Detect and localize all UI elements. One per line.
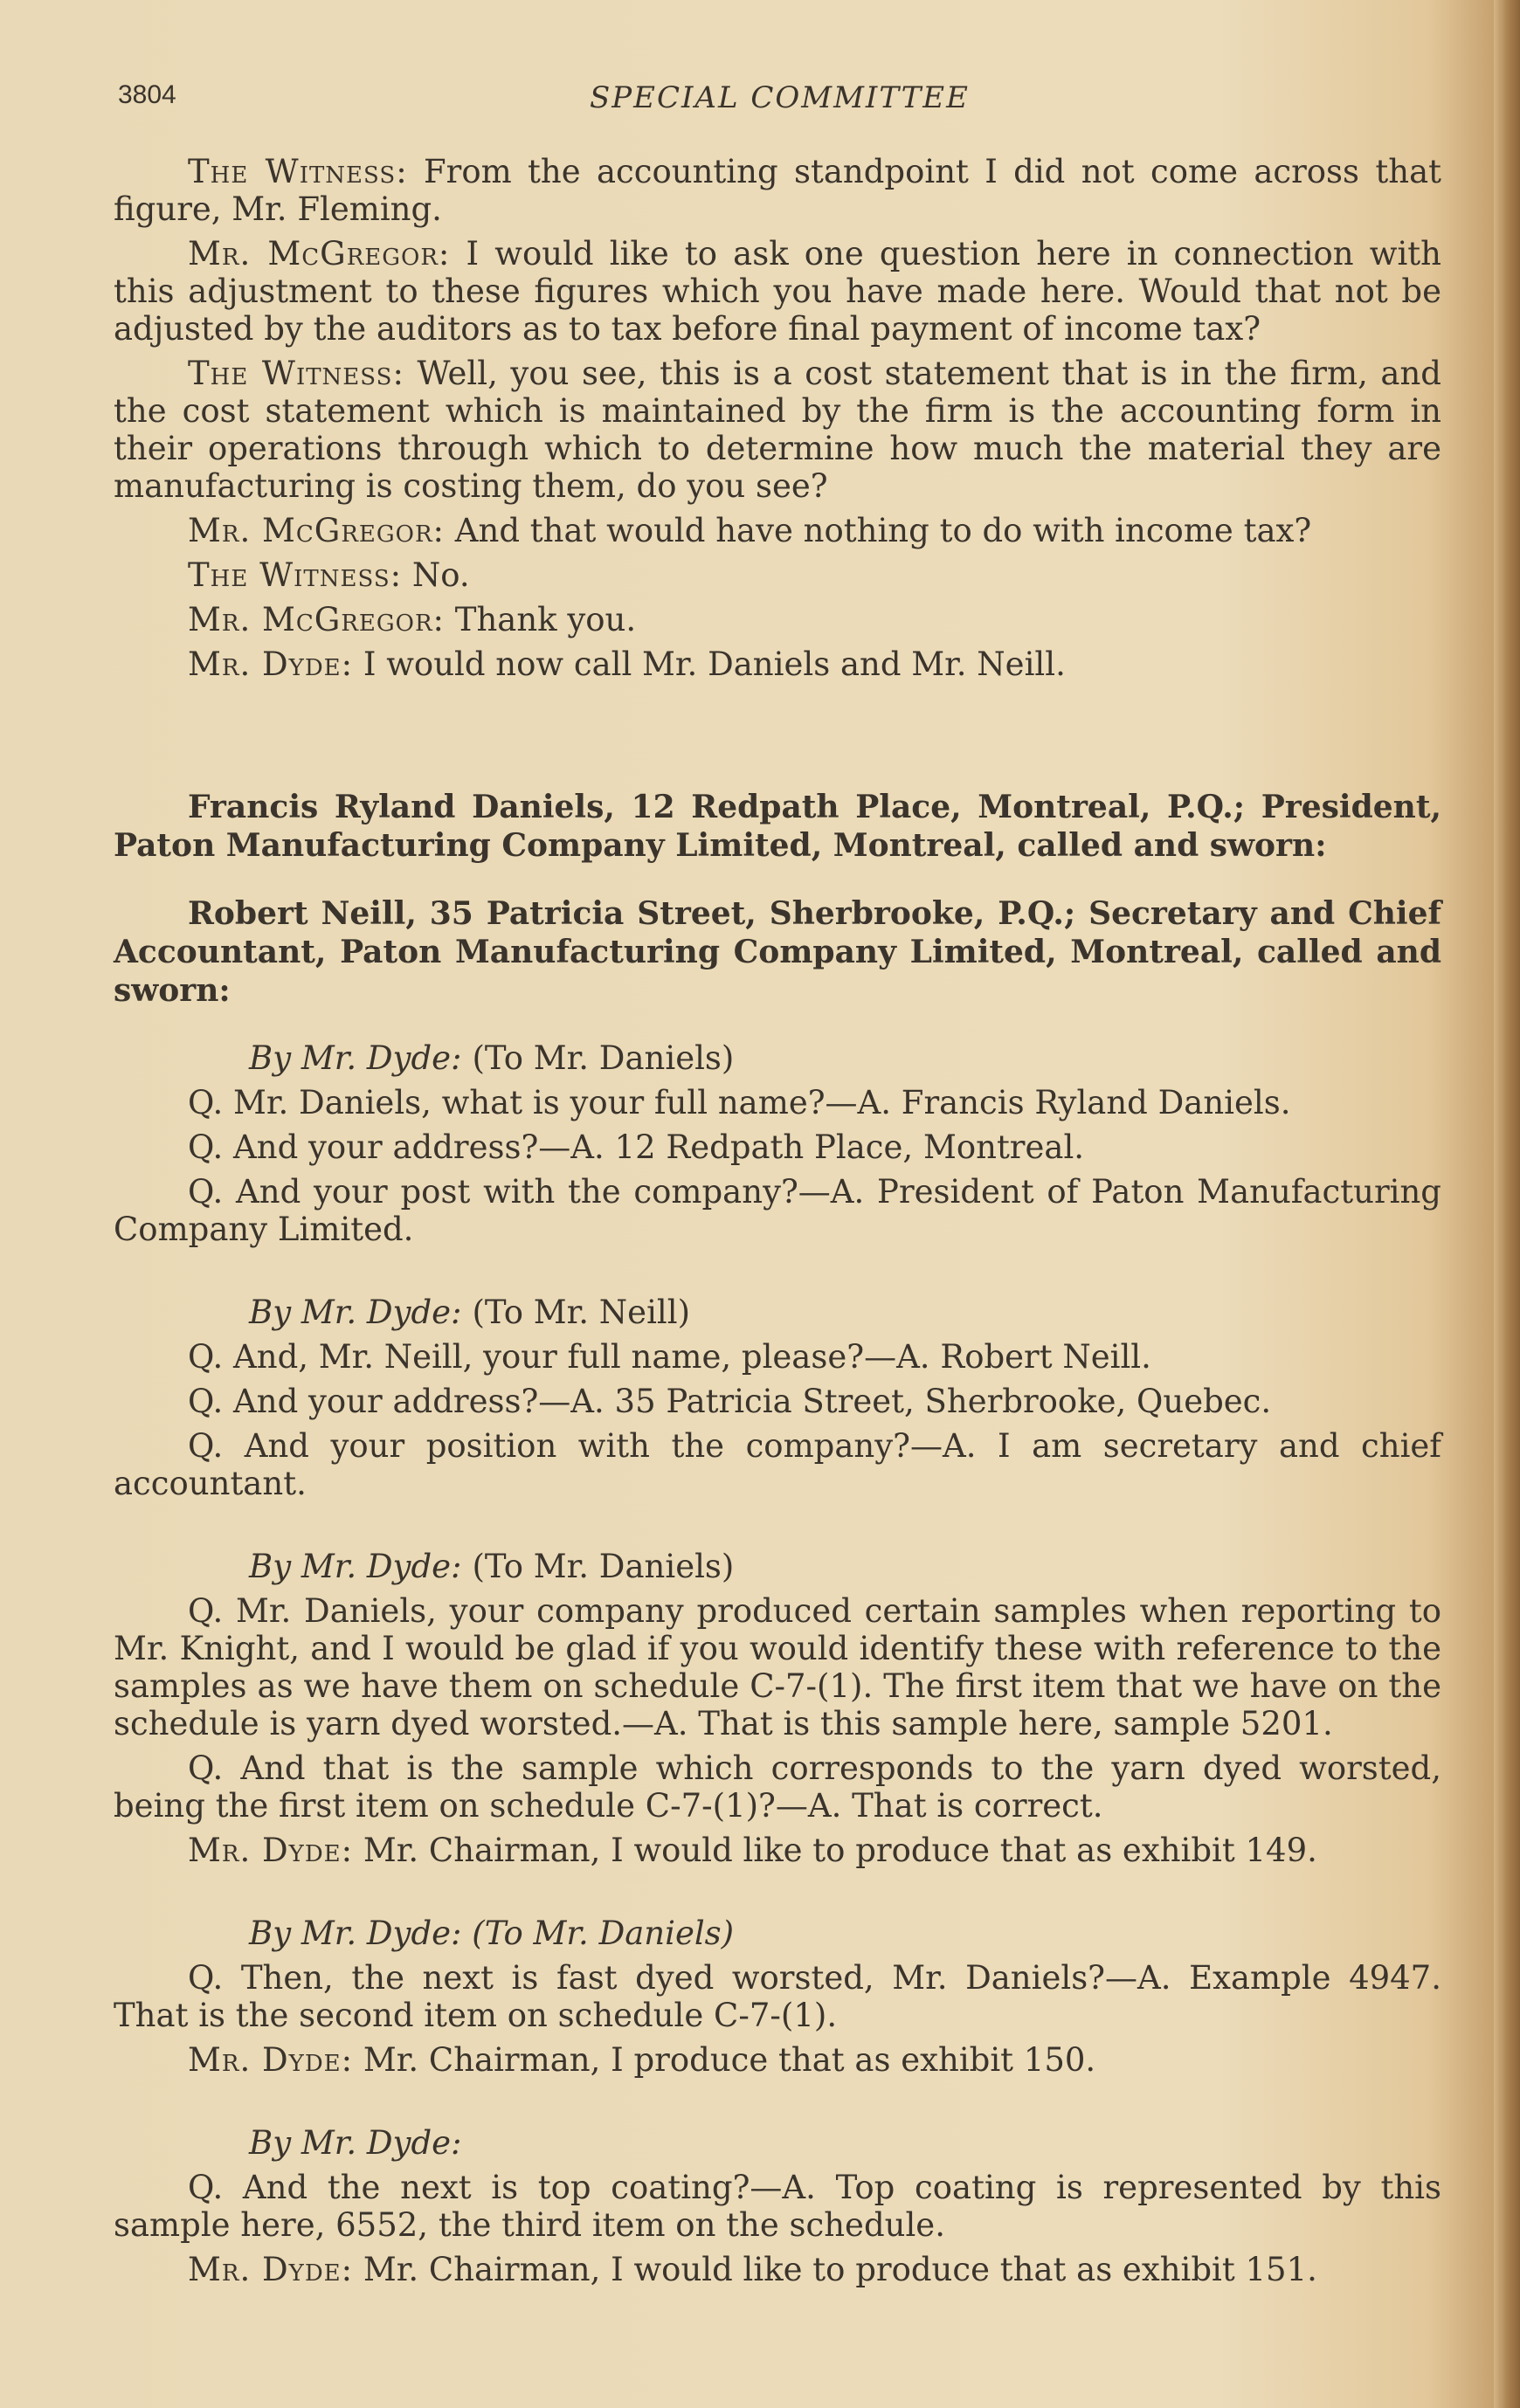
paragraph-text: Mr. Chairman, I produce that as exhibit 150.	[353, 2041, 1096, 2079]
speaker: Mr. McGregor:	[188, 235, 451, 273]
examiner: By Mr. Dyde:	[249, 1039, 462, 1077]
examiner: By Mr. Dyde: (To Mr. Daniels)	[249, 1915, 735, 1952]
question-answer: Q. And the next is top coating?—A. Top coating is represented by this sample here, 6552, the third item on the schedule.	[114, 2169, 1441, 2244]
question-answer: Q. And that is the sample which corresponds to the yarn dyed worsted, being the first item on schedule C-7-(1)?—A. That is correct.	[114, 1749, 1441, 1825]
addressee: (To Mr. Daniels)	[472, 1039, 735, 1077]
paragraph	[114, 1832, 1441, 1869]
speaker: Mr. Dyde:	[188, 2041, 354, 2079]
paragraph-text: I would like to ask one question here in connection with this adjustment to these figures which you have made here. Would that not be adjusted by the auditors as to tax before final payment of income tax?	[114, 235, 1441, 348]
question-answer: Q. Mr. Daniels, what is your full name?—A. Francis Ryland Daniels.	[188, 1084, 1291, 1121]
question-answer: Q. And your position with the company?—A. I am secretary and chief accountant.	[114, 1427, 1441, 1502]
examiner-line	[114, 1039, 1441, 1077]
addressee: (To Mr. Daniels)	[472, 1548, 735, 1585]
paragraph-text: I would now call Mr. Daniels and Mr. Neill.	[353, 645, 1066, 683]
examiner-line	[114, 1294, 1441, 1331]
examiner: By Mr. Dyde:	[249, 1548, 462, 1585]
witness-heading: Robert Neill, 35 Patricia Street, Sherbrooke, P.Q.; Secretary and Chief Accountant, Paton Manufacturing Company Limited, Montreal, called and sworn:	[114, 895, 1441, 1009]
speaker: Mr. Dyde:	[188, 2251, 354, 2288]
paragraph	[114, 645, 1441, 683]
paragraph	[114, 601, 1441, 638]
paragraph	[114, 355, 1441, 505]
examiner: By Mr. Dyde:	[249, 2124, 462, 2162]
examiner-line	[114, 1915, 1441, 1952]
question-answer: Q. Then, the next is fast dyed worsted, Mr. Daniels?—A. Example 4947. That is the second item on schedule C-7-(1).	[114, 1959, 1441, 2034]
paragraph-text: Mr. Chairman, I would like to produce that as exhibit 151.	[353, 2251, 1317, 2288]
question-answer: Q. Mr. Daniels, your company produced certain samples when reporting to Mr. Knight, and I would be glad if you would identify these with reference to the samples as we have them on schedule C-7-(1). The first item that we have on the schedule is yarn dyed worsted.—A. That is this sample here, sample 5201.	[114, 1592, 1441, 1742]
paragraph	[114, 153, 1441, 228]
question-answer: Q. And your address?—A. 12 Redpath Place, Montreal.	[188, 1128, 1085, 1166]
paragraph	[114, 2041, 1441, 2079]
paragraph-text: And that would have nothing to do with income tax?	[445, 512, 1312, 549]
speaker: Mr. McGregor:	[188, 512, 446, 549]
page-number: 3804	[118, 80, 176, 109]
paragraph	[114, 512, 1441, 549]
examiner-line	[114, 2124, 1441, 2162]
book-spine-edge	[1494, 0, 1520, 2408]
running-title: SPECIAL COMMITTEE	[590, 80, 970, 115]
paragraph-text: Mr. Chairman, I would like to produce that as exhibit 149.	[353, 1832, 1317, 1869]
paragraph	[114, 2251, 1441, 2288]
speaker: Mr. McGregor:	[188, 601, 446, 638]
speaker: The Witness:	[188, 355, 404, 392]
examiner-line	[114, 1548, 1441, 1585]
witness-heading: Francis Ryland Daniels, 12 Redpath Place, Montreal, P.Q.; President, Paton Manufacturing Company Limited, Montreal, called and sworn:	[114, 789, 1441, 864]
speaker: The Witness:	[188, 153, 408, 190]
speaker: The Witness:	[188, 556, 403, 594]
paragraph	[114, 556, 1441, 594]
question-answer: Q. And your address?—A. 35 Patricia Street, Sherbrooke, Quebec.	[188, 1383, 1272, 1420]
paragraph-text: Thank you.	[445, 601, 637, 638]
paragraph-text: No.	[402, 556, 470, 594]
paragraph-text: Well, you see, this is a cost statement that is in the firm, and the cost statement which is maintained by the firm is the accounting form in their operations through which to determine how much the material they are manufacturing is costing them, do you see?	[114, 355, 1441, 505]
paragraph	[114, 235, 1441, 348]
examiner: By Mr. Dyde:	[249, 1294, 462, 1331]
speaker: Mr. Dyde:	[188, 1832, 354, 1869]
question-answer: Q. And your post with the company?—A. President of Paton Manufacturing Company Limited.	[114, 1173, 1441, 1248]
page-body	[114, 153, 1441, 2295]
page-header	[118, 80, 1428, 124]
speaker: Mr. Dyde:	[188, 645, 354, 683]
question-answer: Q. And, Mr. Neill, your full name, please?—A. Robert Neill.	[188, 1338, 1151, 1376]
paragraph-text: From the accounting standpoint I did not come across that figure, Mr. Fleming.	[114, 153, 1441, 228]
addressee: (To Mr. Neill)	[472, 1294, 691, 1331]
